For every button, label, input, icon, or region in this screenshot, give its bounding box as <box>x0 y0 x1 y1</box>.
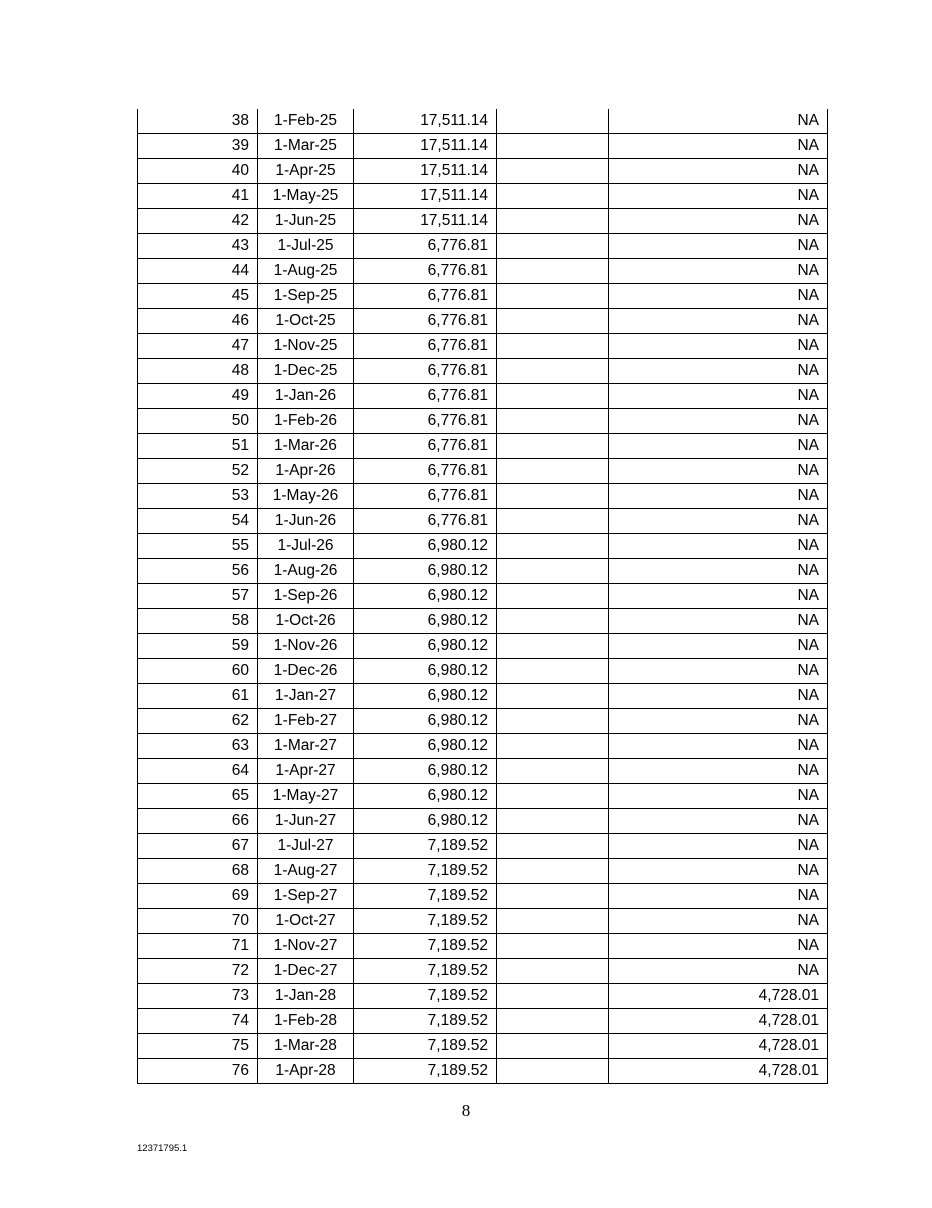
value-cell: 4,728.01 <box>609 1059 828 1084</box>
empty-cell <box>497 1034 609 1059</box>
value-cell: NA <box>609 409 828 434</box>
payment-date-cell: 1-May-27 <box>258 784 354 809</box>
empty-cell <box>497 459 609 484</box>
table-row <box>138 409 828 434</box>
payment-date-cell: 1-Feb-25 <box>258 109 354 134</box>
payment-date-cell: 1-May-25 <box>258 184 354 209</box>
empty-cell <box>497 609 609 634</box>
row-number-cell: 51 <box>138 434 258 459</box>
table-row <box>138 384 828 409</box>
value-cell: NA <box>609 759 828 784</box>
value-cell: 4,728.01 <box>609 1009 828 1034</box>
payment-schedule-table <box>137 109 828 1084</box>
row-number-cell: 57 <box>138 584 258 609</box>
row-number-cell: 61 <box>138 684 258 709</box>
payment-date-cell: 1-Mar-27 <box>258 734 354 759</box>
payment-schedule-body <box>138 109 828 1084</box>
row-number-cell: 76 <box>138 1059 258 1084</box>
payment-amount-cell: 6,980.12 <box>354 609 497 634</box>
payment-amount-cell: 7,189.52 <box>354 834 497 859</box>
payment-amount-cell: 6,980.12 <box>354 634 497 659</box>
payment-date-cell: 1-Nov-27 <box>258 934 354 959</box>
empty-cell <box>497 259 609 284</box>
payment-date-cell: 1-Apr-27 <box>258 759 354 784</box>
payment-date-cell: 1-Jun-25 <box>258 209 354 234</box>
payment-amount-cell: 6,980.12 <box>354 759 497 784</box>
payment-date-cell: 1-Jun-26 <box>258 509 354 534</box>
value-cell: NA <box>609 234 828 259</box>
row-number-cell: 65 <box>138 784 258 809</box>
payment-date-cell: 1-Jul-26 <box>258 534 354 559</box>
payment-date-cell: 1-Jan-26 <box>258 384 354 409</box>
payment-amount-cell: 7,189.52 <box>354 934 497 959</box>
payment-amount-cell: 6,980.12 <box>354 809 497 834</box>
payment-date-cell: 1-Aug-25 <box>258 259 354 284</box>
value-cell: NA <box>609 434 828 459</box>
payment-date-cell: 1-Aug-26 <box>258 559 354 584</box>
payment-amount-cell: 17,511.14 <box>354 159 497 184</box>
payment-date-cell: 1-Oct-26 <box>258 609 354 634</box>
payment-amount-cell: 6,980.12 <box>354 709 497 734</box>
empty-cell <box>497 684 609 709</box>
empty-cell <box>497 709 609 734</box>
empty-cell <box>497 984 609 1009</box>
value-cell: NA <box>609 134 828 159</box>
empty-cell <box>497 334 609 359</box>
empty-cell <box>497 759 609 784</box>
table-row <box>138 484 828 509</box>
value-cell: NA <box>609 184 828 209</box>
row-number-cell: 63 <box>138 734 258 759</box>
table-row <box>138 284 828 309</box>
empty-cell <box>497 659 609 684</box>
empty-cell <box>497 109 609 134</box>
value-cell: NA <box>609 559 828 584</box>
table-row <box>138 534 828 559</box>
row-number-cell: 52 <box>138 459 258 484</box>
payment-amount-cell: 6,980.12 <box>354 659 497 684</box>
payment-amount-cell: 6,980.12 <box>354 559 497 584</box>
empty-cell <box>497 359 609 384</box>
empty-cell <box>497 634 609 659</box>
empty-cell <box>497 409 609 434</box>
payment-date-cell: 1-Mar-28 <box>258 1034 354 1059</box>
value-cell: NA <box>609 684 828 709</box>
empty-cell <box>497 159 609 184</box>
payment-amount-cell: 6,776.81 <box>354 234 497 259</box>
payment-date-cell: 1-Sep-27 <box>258 884 354 909</box>
table-row <box>138 309 828 334</box>
value-cell: NA <box>609 384 828 409</box>
empty-cell <box>497 534 609 559</box>
row-number-cell: 49 <box>138 384 258 409</box>
payment-amount-cell: 6,776.81 <box>354 384 497 409</box>
row-number-cell: 66 <box>138 809 258 834</box>
payment-date-cell: 1-Dec-27 <box>258 959 354 984</box>
payment-date-cell: 1-Feb-28 <box>258 1009 354 1034</box>
row-number-cell: 48 <box>138 359 258 384</box>
value-cell: NA <box>609 109 828 134</box>
payment-date-cell: 1-Jan-27 <box>258 684 354 709</box>
table-row <box>138 984 828 1009</box>
payment-amount-cell: 6,776.81 <box>354 409 497 434</box>
table-row <box>138 884 828 909</box>
table-row <box>138 259 828 284</box>
row-number-cell: 71 <box>138 934 258 959</box>
empty-cell <box>497 909 609 934</box>
payment-date-cell: 1-Apr-26 <box>258 459 354 484</box>
payment-date-cell: 1-Oct-27 <box>258 909 354 934</box>
row-number-cell: 43 <box>138 234 258 259</box>
row-number-cell: 70 <box>138 909 258 934</box>
row-number-cell: 58 <box>138 609 258 634</box>
value-cell: NA <box>609 659 828 684</box>
payment-amount-cell: 6,980.12 <box>354 734 497 759</box>
payment-date-cell: 1-Apr-28 <box>258 1059 354 1084</box>
empty-cell <box>497 309 609 334</box>
payment-amount-cell: 6,776.81 <box>354 359 497 384</box>
table-row <box>138 734 828 759</box>
payment-amount-cell: 6,980.12 <box>354 534 497 559</box>
payment-date-cell: 1-Dec-26 <box>258 659 354 684</box>
table-row <box>138 909 828 934</box>
payment-date-cell: 1-Jul-25 <box>258 234 354 259</box>
empty-cell <box>497 884 609 909</box>
value-cell: NA <box>609 459 828 484</box>
value-cell: NA <box>609 509 828 534</box>
row-number-cell: 74 <box>138 1009 258 1034</box>
table-row <box>138 109 828 134</box>
table-row <box>138 684 828 709</box>
payment-amount-cell: 17,511.14 <box>354 109 497 134</box>
row-number-cell: 59 <box>138 634 258 659</box>
payment-date-cell: 1-Jun-27 <box>258 809 354 834</box>
value-cell: NA <box>609 284 828 309</box>
payment-amount-cell: 6,980.12 <box>354 684 497 709</box>
value-cell: NA <box>609 959 828 984</box>
table-row <box>138 809 828 834</box>
table-row <box>138 609 828 634</box>
row-number-cell: 46 <box>138 309 258 334</box>
value-cell: NA <box>609 634 828 659</box>
empty-cell <box>497 284 609 309</box>
row-number-cell: 72 <box>138 959 258 984</box>
empty-cell <box>497 209 609 234</box>
value-cell: 4,728.01 <box>609 1034 828 1059</box>
page-number: 8 <box>461 1101 471 1120</box>
table-row <box>138 509 828 534</box>
table-row <box>138 234 828 259</box>
table-row <box>138 834 828 859</box>
value-cell: NA <box>609 584 828 609</box>
value-cell: NA <box>609 484 828 509</box>
row-number-cell: 73 <box>138 984 258 1009</box>
value-cell: NA <box>609 834 828 859</box>
document-id: 12371795.1 <box>137 1143 188 1154</box>
table-row <box>138 434 828 459</box>
row-number-cell: 75 <box>138 1034 258 1059</box>
table-row <box>138 459 828 484</box>
row-number-cell: 54 <box>138 509 258 534</box>
empty-cell <box>497 784 609 809</box>
table-row <box>138 209 828 234</box>
payment-date-cell: 1-Mar-26 <box>258 434 354 459</box>
payment-date-cell: 1-Nov-26 <box>258 634 354 659</box>
row-number-cell: 55 <box>138 534 258 559</box>
payment-amount-cell: 7,189.52 <box>354 1059 497 1084</box>
payment-amount-cell: 6,776.81 <box>354 484 497 509</box>
payment-date-cell: 1-May-26 <box>258 484 354 509</box>
table-row <box>138 334 828 359</box>
row-number-cell: 60 <box>138 659 258 684</box>
value-cell: NA <box>609 334 828 359</box>
row-number-cell: 56 <box>138 559 258 584</box>
empty-cell <box>497 484 609 509</box>
payment-date-cell: 1-Feb-27 <box>258 709 354 734</box>
value-cell: NA <box>609 609 828 634</box>
value-cell: NA <box>609 534 828 559</box>
table-row <box>138 134 828 159</box>
value-cell: NA <box>609 884 828 909</box>
row-number-cell: 39 <box>138 134 258 159</box>
row-number-cell: 42 <box>138 209 258 234</box>
value-cell: NA <box>609 784 828 809</box>
payment-date-cell: 1-Feb-26 <box>258 409 354 434</box>
table-row <box>138 759 828 784</box>
empty-cell <box>497 559 609 584</box>
row-number-cell: 38 <box>138 109 258 134</box>
payment-amount-cell: 6,776.81 <box>354 509 497 534</box>
value-cell: NA <box>609 359 828 384</box>
payment-date-cell: 1-Apr-25 <box>258 159 354 184</box>
payment-amount-cell: 6,776.81 <box>354 459 497 484</box>
value-cell: NA <box>609 209 828 234</box>
empty-cell <box>497 934 609 959</box>
table-row <box>138 959 828 984</box>
payment-amount-cell: 7,189.52 <box>354 1009 497 1034</box>
payment-amount-cell: 6,980.12 <box>354 784 497 809</box>
empty-cell <box>497 1009 609 1034</box>
row-number-cell: 62 <box>138 709 258 734</box>
payment-amount-cell: 17,511.14 <box>354 209 497 234</box>
row-number-cell: 64 <box>138 759 258 784</box>
value-cell: 4,728.01 <box>609 984 828 1009</box>
payment-amount-cell: 7,189.52 <box>354 859 497 884</box>
empty-cell <box>497 184 609 209</box>
table-row <box>138 584 828 609</box>
empty-cell <box>497 509 609 534</box>
payment-amount-cell: 7,189.52 <box>354 984 497 1009</box>
value-cell: NA <box>609 734 828 759</box>
table-row <box>138 1034 828 1059</box>
empty-cell <box>497 234 609 259</box>
row-number-cell: 53 <box>138 484 258 509</box>
value-cell: NA <box>609 809 828 834</box>
payment-date-cell: 1-Aug-27 <box>258 859 354 884</box>
empty-cell <box>497 859 609 884</box>
payment-date-cell: 1-Mar-25 <box>258 134 354 159</box>
row-number-cell: 44 <box>138 259 258 284</box>
row-number-cell: 68 <box>138 859 258 884</box>
table-row <box>138 159 828 184</box>
payment-amount-cell: 6,776.81 <box>354 334 497 359</box>
value-cell: NA <box>609 259 828 284</box>
row-number-cell: 45 <box>138 284 258 309</box>
table-row <box>138 1009 828 1034</box>
value-cell: NA <box>609 709 828 734</box>
payment-amount-cell: 17,511.14 <box>354 134 497 159</box>
empty-cell <box>497 734 609 759</box>
payment-amount-cell: 7,189.52 <box>354 909 497 934</box>
payment-amount-cell: 7,189.52 <box>354 1034 497 1059</box>
payment-amount-cell: 6,980.12 <box>354 584 497 609</box>
table-row <box>138 859 828 884</box>
empty-cell <box>497 834 609 859</box>
empty-cell <box>497 584 609 609</box>
empty-cell <box>497 134 609 159</box>
table-row <box>138 359 828 384</box>
table-row <box>138 709 828 734</box>
payment-amount-cell: 6,776.81 <box>354 434 497 459</box>
value-cell: NA <box>609 909 828 934</box>
payment-amount-cell: 6,776.81 <box>354 259 497 284</box>
payment-date-cell: 1-Jan-28 <box>258 984 354 1009</box>
table-row <box>138 784 828 809</box>
value-cell: NA <box>609 934 828 959</box>
row-number-cell: 67 <box>138 834 258 859</box>
empty-cell <box>497 434 609 459</box>
empty-cell <box>497 809 609 834</box>
table-row <box>138 184 828 209</box>
payment-amount-cell: 6,776.81 <box>354 284 497 309</box>
empty-cell <box>497 384 609 409</box>
table-row <box>138 634 828 659</box>
empty-cell <box>497 1059 609 1084</box>
row-number-cell: 41 <box>138 184 258 209</box>
value-cell: NA <box>609 159 828 184</box>
table-row <box>138 659 828 684</box>
payment-amount-cell: 17,511.14 <box>354 184 497 209</box>
row-number-cell: 40 <box>138 159 258 184</box>
payment-date-cell: 1-Sep-25 <box>258 284 354 309</box>
table-row <box>138 559 828 584</box>
value-cell: NA <box>609 859 828 884</box>
payment-amount-cell: 7,189.52 <box>354 959 497 984</box>
row-number-cell: 47 <box>138 334 258 359</box>
payment-date-cell: 1-Dec-25 <box>258 359 354 384</box>
table-row <box>138 934 828 959</box>
payment-amount-cell: 6,776.81 <box>354 309 497 334</box>
value-cell: NA <box>609 309 828 334</box>
payment-date-cell: 1-Oct-25 <box>258 309 354 334</box>
payment-date-cell: 1-Jul-27 <box>258 834 354 859</box>
row-number-cell: 69 <box>138 884 258 909</box>
payment-date-cell: 1-Nov-25 <box>258 334 354 359</box>
row-number-cell: 50 <box>138 409 258 434</box>
payment-amount-cell: 7,189.52 <box>354 884 497 909</box>
empty-cell <box>497 959 609 984</box>
table-row <box>138 1059 828 1084</box>
payment-date-cell: 1-Sep-26 <box>258 584 354 609</box>
